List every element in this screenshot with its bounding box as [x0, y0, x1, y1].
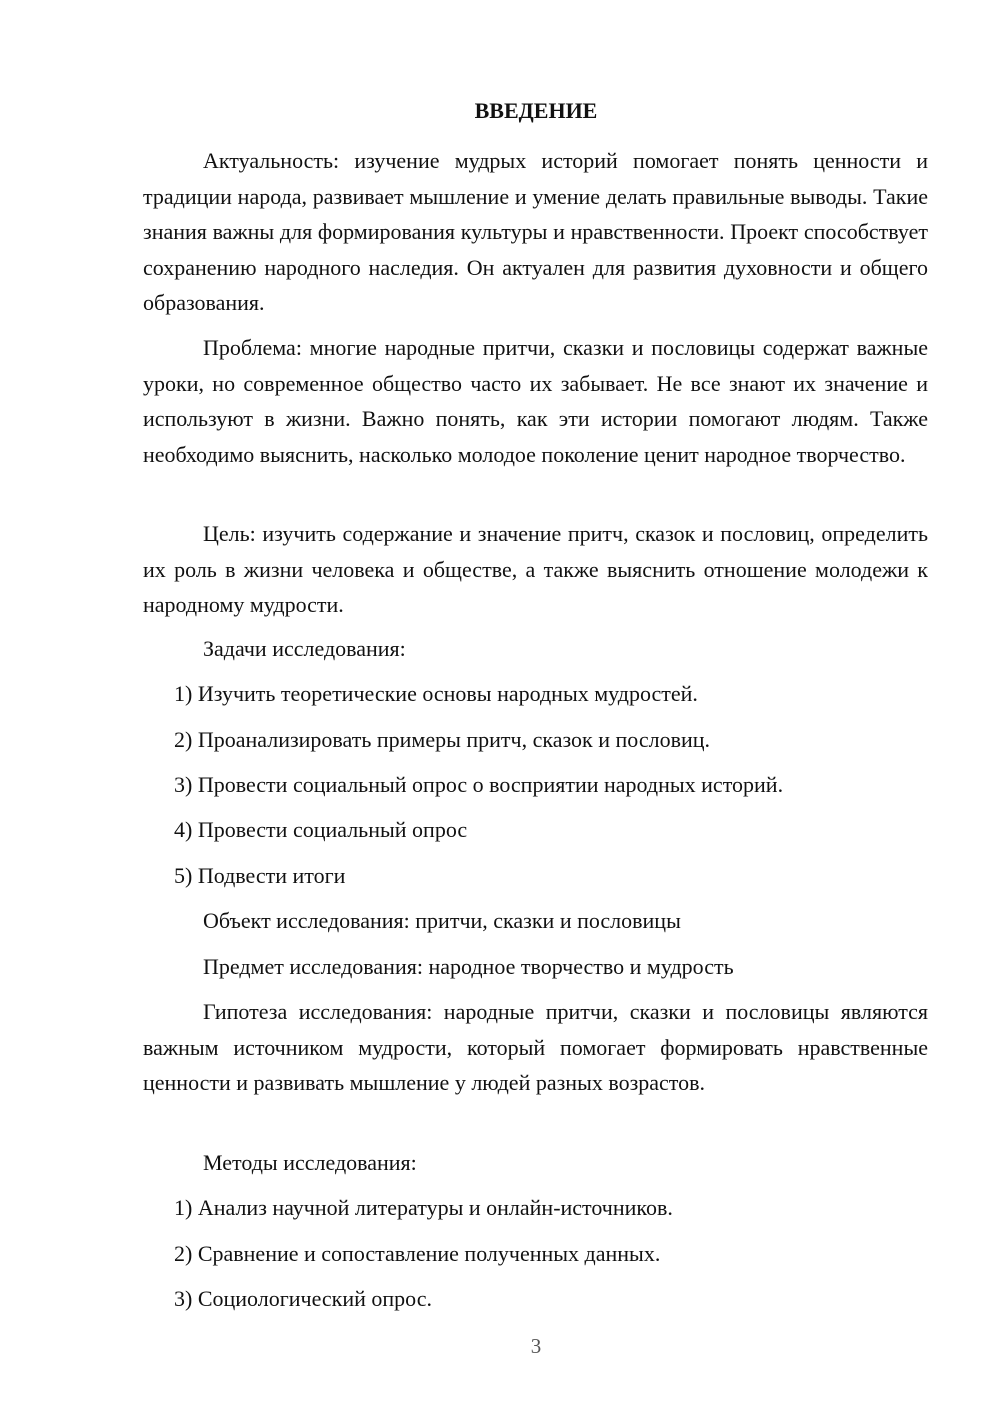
- method-item: 2) Сравнение и сопоставление полученных данных.: [174, 1241, 661, 1266]
- tasks-heading: Задачи исследования:: [203, 636, 406, 661]
- relevance-paragraph: Актуальность: изучение мудрых историй помогает понять ценности и традиции народа, развивает мышление и умение делать правильные выводы. Такие знания важны для формирования культуры и нравственности. Проект способствует сохранению народного наследия. Он актуален для развития духовности и общего образования.: [143, 148, 928, 315]
- goal-paragraph: Цель: изучить содержание и значение притч, сказок и пословиц, определить их роль в жизни человека и обществе, а также выяснить отношение молодежи к народному мудрости.: [143, 521, 928, 617]
- page-title: ВВЕДЕНИЕ: [474, 98, 598, 123]
- problem-paragraph: Проблема: многие народные притчи, сказки и пословицы содержат важные уроки, но современное общество часто их забывает. Не все знают их значение и используют в жизни. Важно понять, как эти истории помогают людям. Также необходимо выяснить, насколько молодое поколение ценит народное творчество.: [143, 335, 928, 467]
- object-line: Объект исследования: притчи, сказки и пословицы: [203, 908, 681, 933]
- method-item: 1) Анализ научной литературы и онлайн-источников.: [174, 1195, 673, 1220]
- task-item: 2) Проанализировать примеры притч, сказок и пословиц.: [174, 727, 711, 752]
- method-item: 3) Социологический опрос.: [174, 1286, 432, 1311]
- task-item: 5) Подвести итоги: [174, 863, 346, 888]
- methods-heading: Методы исследования:: [203, 1150, 417, 1175]
- task-item: 1) Изучить теоретические основы народных мудростей.: [174, 681, 698, 706]
- task-item: 3) Провести социальный опрос о восприятии народных историй.: [174, 772, 784, 797]
- hypothesis-paragraph: Гипотеза исследования: народные притчи, сказки и пословицы являются важным источником мудрости, который помогает формировать нравственные ценности и развивать мышление у людей разных возрастов.: [143, 999, 928, 1095]
- task-item: 4) Провести социальный опрос: [174, 817, 468, 842]
- subject-line: Предмет исследования: народное творчество и мудрость: [203, 954, 734, 979]
- page-number: 3: [530, 1334, 542, 1358]
